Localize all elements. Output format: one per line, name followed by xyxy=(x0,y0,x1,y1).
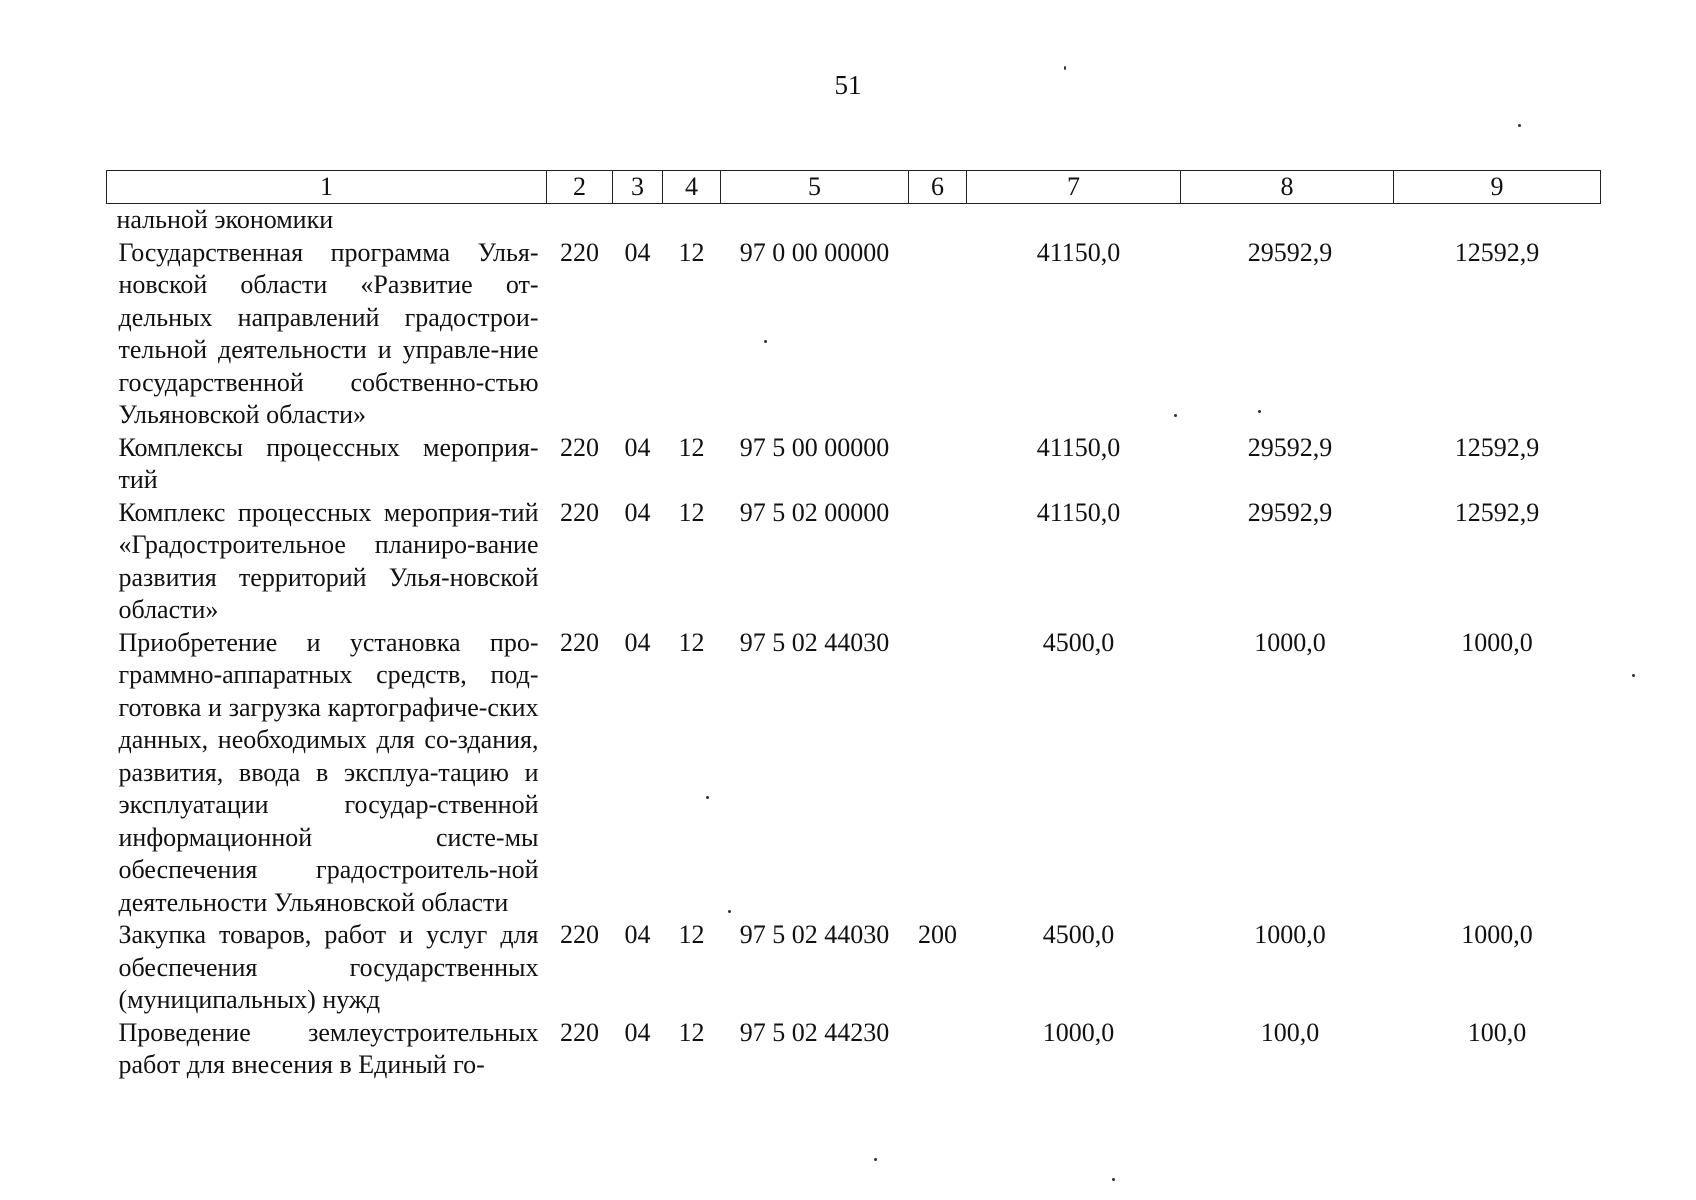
row-amount-8: 29592,9 xyxy=(1247,497,1333,527)
row-amount-8: 29592,9 xyxy=(1247,237,1333,267)
row-subsection-2 xyxy=(663,204,721,237)
table-row xyxy=(107,627,1601,920)
scan-speck xyxy=(1632,674,1635,677)
row-amount-9: 100,0 xyxy=(1467,1017,1527,1047)
row-subsection-2: 12 xyxy=(678,1017,705,1047)
row-subsection-2: 12 xyxy=(678,237,705,267)
row-amount-9: 1000,0 xyxy=(1461,920,1533,949)
table-row xyxy=(107,919,1601,1017)
table-row xyxy=(107,432,1601,497)
row-name: Проведение землеустроительных работ для внесения в Единый го- xyxy=(118,1017,539,1079)
row-section: 220 xyxy=(560,237,599,267)
row-expense-type xyxy=(909,1017,967,1082)
row-amount-9: 12592,9 xyxy=(1454,237,1540,267)
row-amount-8: 100,0 xyxy=(1260,1017,1320,1047)
row-section: 220 xyxy=(560,627,599,657)
header-col-7: 7 xyxy=(967,171,1181,204)
header-col-8: 8 xyxy=(1181,171,1394,204)
header-col-6: 6 xyxy=(909,171,967,204)
row-expense-type xyxy=(909,497,967,627)
row-amount-7: 1000,0 xyxy=(1042,1017,1115,1047)
row-subsection: 04 xyxy=(624,237,651,267)
scan-speck xyxy=(1174,414,1177,417)
row-amount-9: 12592,9 xyxy=(1454,497,1540,527)
page-number: 51 xyxy=(834,70,862,100)
header-col-2: 2 xyxy=(547,171,613,204)
table-row xyxy=(107,204,1601,237)
row-expense-type: 200 xyxy=(918,920,957,949)
header-col-5: 5 xyxy=(721,171,909,204)
row-name: Государственная программа Улья-новской области «Развитие от-дельных направлений градострои-тельной деятельности и управле-ние государственной собственно-стью Ульяновской области» xyxy=(118,237,539,429)
row-subsection-2: 12 xyxy=(678,432,705,462)
row-expense-type xyxy=(909,204,967,237)
row-amount-8: 29592,9 xyxy=(1247,432,1333,462)
row-amount-7: 41150,0 xyxy=(1036,432,1121,462)
row-subsection-2: 12 xyxy=(678,920,705,949)
table-header xyxy=(107,171,1601,204)
row-name: Приобретение и установка про-граммно-аппаратных средств, под-готовка и загрузка картографиче-ских данных, необходимых для со-здания, развития, ввода в эксплуа-тацию и эксплуатации государ-ственной информационной систе-мы обеспечения градостроитель-ной деятельности Ульяновской области xyxy=(118,627,539,917)
row-subsection-2: 12 xyxy=(678,627,705,657)
header-col-4: 4 xyxy=(663,171,721,204)
row-name: Комплекс процессных мероприя-тий «Градостроительное планиро-вание развития территорий Улья-новской области» xyxy=(118,497,539,624)
scan-speck xyxy=(1518,124,1521,127)
row-amount-9: 1000,0 xyxy=(1461,627,1533,657)
row-expense-type xyxy=(909,432,967,497)
row-section: 220 xyxy=(560,432,599,462)
scan-speck xyxy=(728,910,731,913)
row-name: нальной экономики xyxy=(116,205,334,234)
scan-speck xyxy=(764,340,767,343)
row-subsection: 04 xyxy=(624,432,651,462)
row-amount-8: 1000,0 xyxy=(1254,627,1326,657)
budget-table xyxy=(106,170,1601,1082)
row-target-code: 97 0 00 00000 xyxy=(739,237,890,267)
row-subsection-2: 12 xyxy=(678,497,705,527)
row-amount-7: 4500,0 xyxy=(1042,627,1115,657)
row-amount-7: 4500,0 xyxy=(1042,920,1115,949)
scan-speck xyxy=(1112,1178,1115,1181)
header-col-9: 9 xyxy=(1394,171,1601,204)
row-subsection: 04 xyxy=(624,497,651,527)
row-amount-9: 12592,9 xyxy=(1454,432,1540,462)
row-name: Комплексы процессных мероприя-тий xyxy=(118,432,539,494)
row-section: 220 xyxy=(560,920,599,949)
row-name: Закупка товаров, работ и услуг для обеспечения государственных (муниципальных) нужд xyxy=(118,920,539,1014)
row-target-code: 97 5 02 44030 xyxy=(739,920,890,949)
row-target-code: 97 5 02 44030 xyxy=(739,627,890,657)
header-row xyxy=(107,171,1601,204)
row-amount-7: 41150,0 xyxy=(1036,497,1121,527)
header-col-3: 3 xyxy=(613,171,663,204)
row-section xyxy=(547,204,613,237)
scan-speck xyxy=(1064,66,1066,70)
table-row xyxy=(107,1017,1601,1082)
row-amount-9 xyxy=(1394,204,1601,237)
row-target-code: 97 5 02 44230 xyxy=(739,1017,890,1047)
row-target-code xyxy=(721,204,909,237)
row-section: 220 xyxy=(560,497,599,527)
table-row xyxy=(107,237,1601,432)
scan-speck xyxy=(706,796,709,799)
row-target-code: 97 5 00 00000 xyxy=(739,432,890,462)
row-amount-7 xyxy=(967,204,1181,237)
row-amount-8: 1000,0 xyxy=(1254,920,1326,949)
row-subsection: 04 xyxy=(624,627,651,657)
row-expense-type xyxy=(909,627,967,920)
row-subsection: 04 xyxy=(624,1017,651,1047)
row-section: 220 xyxy=(560,1017,599,1047)
scan-speck xyxy=(1258,410,1261,413)
row-amount-8 xyxy=(1181,204,1394,237)
row-target-code: 97 5 02 00000 xyxy=(739,497,890,527)
row-subsection xyxy=(613,204,663,237)
scan-speck xyxy=(874,1158,877,1161)
row-subsection: 04 xyxy=(624,920,651,949)
table-body xyxy=(107,204,1601,1082)
row-expense-type xyxy=(909,237,967,432)
row-amount-7: 41150,0 xyxy=(1036,237,1121,267)
header-col-1: 1 xyxy=(107,171,547,204)
table-row xyxy=(107,497,1601,627)
